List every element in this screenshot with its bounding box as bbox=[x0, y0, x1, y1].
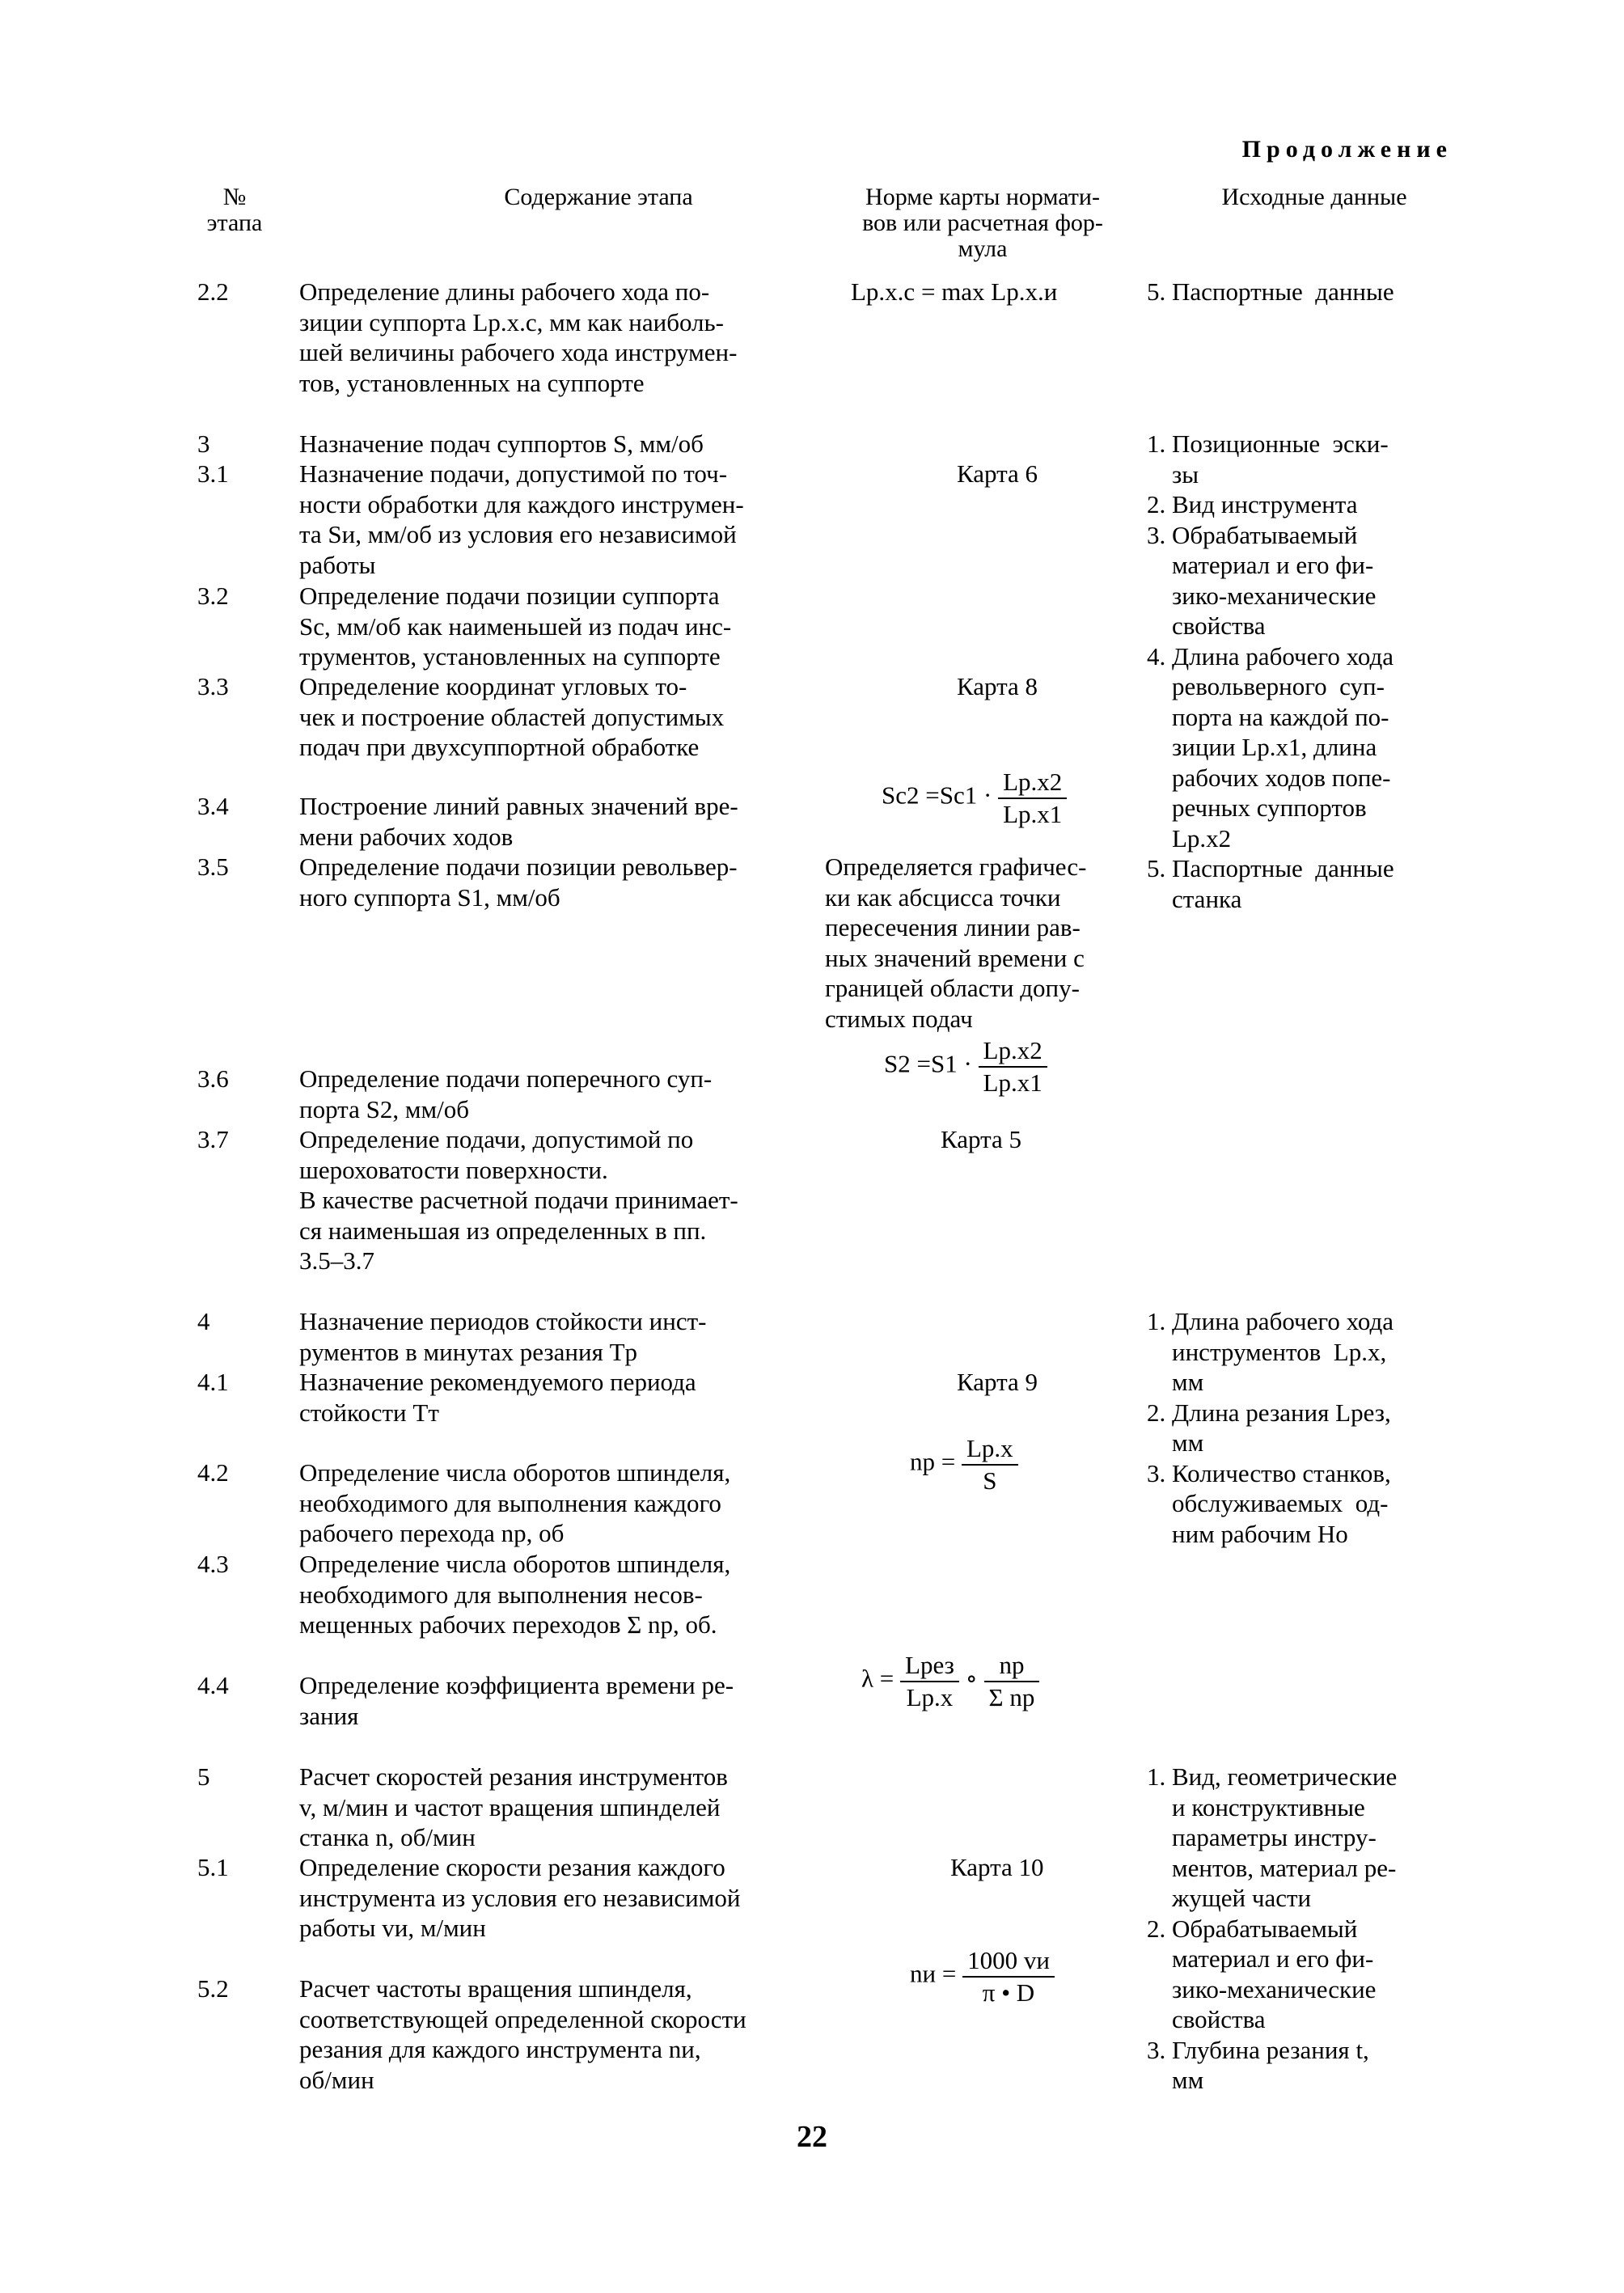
stage-number: 3.4 bbox=[197, 792, 229, 820]
formula-denominator: π • D bbox=[982, 1978, 1035, 2007]
formula-numerator: Lрез bbox=[900, 1650, 959, 1682]
formula-denominator: Σ nр bbox=[988, 1682, 1035, 1711]
stage-text: Определение скорости резания каждого инструмента из условия его независимой работы vи, м/мин bbox=[299, 1853, 741, 1942]
stage-text: Назначение периодов стойкости инст- рументов в минутах резания Tр bbox=[299, 1307, 707, 1366]
source-data: 5. Паспортные данные bbox=[1147, 277, 1394, 306]
stage-number: 3.7 bbox=[197, 1125, 229, 1153]
source-data: 1. Длина рабочего хода инструментов Lр.х, мм 2. Длина резания Lрез, мм 3. Количество станков, обслуживаемых од- ним рабочим Hо bbox=[1147, 1307, 1394, 1548]
formula-fraction bbox=[962, 1945, 1055, 2007]
stage-number: 3 bbox=[197, 429, 210, 458]
norm-graphic: Определяется графичес- ки как абсцисса точки пересечения линии рав- ных значений времени с границей области допу- стимых подач bbox=[825, 852, 1087, 1033]
stage-text: Определение длины рабочего хода по- зиции суппорта Lр.х.с, мм как наиболь- шей величины рабочего хода инструмен- тов, установленных на суппорте bbox=[299, 277, 738, 397]
formula-numerator: Lр.х2 bbox=[998, 767, 1067, 799]
formula-lhs: λ = bbox=[861, 1664, 894, 1693]
formula-lhs: S2 =S1 · bbox=[884, 1049, 972, 1078]
stage-text: Определение коэффициента времени ре- зания bbox=[299, 1671, 734, 1730]
page-number: 22 bbox=[797, 2120, 827, 2154]
formula-denominator: S bbox=[983, 1466, 997, 1495]
stage-text: Назначение рекомендуемого периода стойкости Tт bbox=[299, 1368, 696, 1427]
formula-numerator: Lр.х2 bbox=[979, 1035, 1047, 1068]
stage-text: Определение подачи, допустимой по шероховатости поверхности. В качестве расчетной подачи принимает- ся наименьшая из определенных в пп. 3.5–3.7 bbox=[299, 1125, 738, 1275]
formula-numerator: 1000 vи bbox=[962, 1945, 1055, 1978]
stage-text: Расчет частоты вращения шпинделя, соответствующей определенной скорости резания для каждого инструмента nи, об/мин bbox=[299, 1974, 746, 2094]
header-stage-no: № этапа bbox=[206, 184, 263, 236]
formula-denominator: Lр.х bbox=[906, 1682, 954, 1711]
norm-card: Карта 5 bbox=[941, 1125, 1022, 1153]
stage-number: 3.3 bbox=[197, 672, 229, 700]
formula-fraction bbox=[900, 1650, 959, 1712]
stage-number: 4.4 bbox=[197, 1671, 229, 1699]
formula-lhs: nи = bbox=[910, 1959, 957, 1988]
source-data: 1. Позиционные эски- зы 2. Вид инструмента 3. Обрабатываемый материал и его фи- зико-механические свойства 4. Длина рабочего хода револьверного суп- порта на каждой по- зиции Lр.х1, длина рабочих ходов попе- речных суппортов Lр.х2 5. Паспортные данные станка bbox=[1147, 429, 1394, 913]
stage-number: 4.1 bbox=[197, 1368, 229, 1396]
norm-card: Карта 10 bbox=[950, 1853, 1044, 1881]
source-data: 1. Вид, геометрические и конструктивные параметры инстру- ментов, материал ре- жущей части 2. Обрабатываемый материал и его фи- зико-механические свойства 3. Глубина резания t, мм bbox=[1147, 1762, 1398, 2094]
stage-number: 5.1 bbox=[197, 1853, 229, 1881]
stage-number: 3.5 bbox=[197, 852, 229, 881]
stage-text: Определение подачи поперечного суп- порта S2, мм/об bbox=[299, 1064, 713, 1123]
formula-lhs: Sc2 =Sc1 · bbox=[882, 781, 992, 810]
stage-text: Определение числа оборотов шпинделя, необходимого для выполнения каждого рабочего перехода nр, об bbox=[299, 1458, 731, 1547]
formula-fraction bbox=[998, 767, 1067, 829]
formula-fraction bbox=[984, 1650, 1040, 1712]
stage-number: 3.1 bbox=[197, 459, 229, 488]
formula-fraction bbox=[979, 1035, 1047, 1098]
stage-text: Назначение подачи, допустимой по точ- ности обработки для каждого инструмен- та Sи, мм/об из условия его независимой работы bbox=[299, 459, 744, 579]
header-content: Содержание этапа bbox=[504, 184, 693, 210]
stage-text: Назначение подач суппортов S, мм/об bbox=[299, 429, 704, 458]
formula-4-4 bbox=[861, 1650, 1039, 1712]
norm-card: Карта 9 bbox=[957, 1368, 1038, 1396]
stage-number: 4 bbox=[197, 1307, 210, 1335]
formula-3-4 bbox=[882, 767, 1067, 829]
formula-4-2 bbox=[910, 1433, 1018, 1496]
formula-denominator: Lр.х1 bbox=[1003, 799, 1063, 828]
stage-number: 3.2 bbox=[197, 582, 229, 610]
norm-card: Карта 6 bbox=[957, 459, 1038, 488]
formula-numerator: nр bbox=[984, 1650, 1040, 1682]
stage-number: 4.2 bbox=[197, 1458, 229, 1487]
stage-number: 3.6 bbox=[197, 1064, 229, 1093]
formula-denominator: Lр.х1 bbox=[983, 1068, 1042, 1097]
formula-numerator: Lр.х bbox=[962, 1433, 1018, 1466]
continuation-label: Продолжение bbox=[1241, 136, 1453, 163]
stage-text: Определение числа оборотов шпинделя, необходимого для выполнения несов- мещенных рабочих переходов Σ nр, об. bbox=[299, 1550, 731, 1639]
norm-card: Карта 8 bbox=[957, 672, 1038, 700]
header-norm: Норме карты нормати- вов или расчетная фор- мула bbox=[862, 184, 1103, 262]
stage-text: Определение координат угловых то- чек и построение областей допустимых подач при двухсуппортной обработке bbox=[299, 672, 725, 761]
stage-number: 5 bbox=[197, 1762, 210, 1791]
formula-2-2 bbox=[851, 277, 1057, 307]
header-source: Исходные данные bbox=[1221, 184, 1407, 210]
formula-5-2 bbox=[910, 1945, 1055, 2007]
stage-number: 5.2 bbox=[197, 1974, 229, 2003]
formula-3-6 bbox=[884, 1035, 1047, 1098]
formula-lhs: Lр.х.с bbox=[851, 277, 916, 306]
stage-text: Расчет скоростей резания инструментов v, м/мин и частот вращения шпинделей станка n, об/мин bbox=[299, 1762, 728, 1851]
formula-fraction bbox=[962, 1433, 1018, 1496]
formula-lhs: nр = bbox=[910, 1447, 956, 1476]
formula-operator: ∘ bbox=[965, 1664, 978, 1693]
stage-number: 2.2 bbox=[197, 277, 229, 306]
stage-number: 4.3 bbox=[197, 1550, 229, 1578]
stage-text: Определение подачи позиции револьвер- ного суппорта S1, мм/об bbox=[299, 852, 738, 912]
stage-text: Построение линий равных значений вре- мени рабочих ходов bbox=[299, 792, 738, 851]
formula-rhs: = max Lр.х.и bbox=[920, 277, 1058, 306]
stage-text: Определение подачи позиции суппорта Sс, мм/об как наименьшей из подач инс- трументов, установленных на суппорте bbox=[299, 582, 732, 671]
